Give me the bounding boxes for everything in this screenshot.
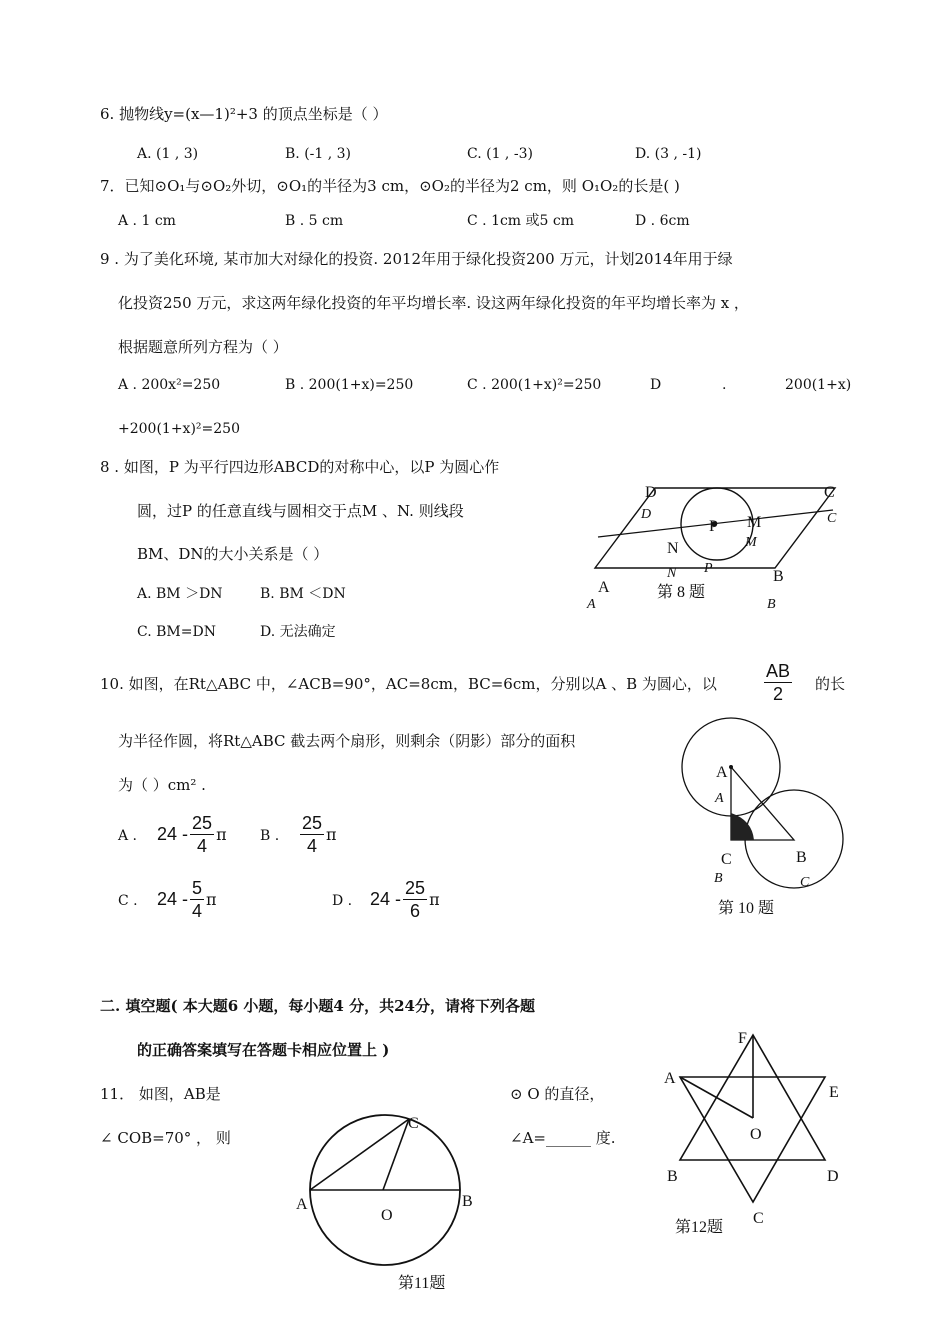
q10-circle-b: [745, 790, 843, 888]
q8-label-a: A: [598, 579, 610, 596]
q10-ab-over-2: [762, 660, 794, 705]
q9-option-d-dot: .: [722, 377, 727, 393]
q6-stem: 6. 抛物线y=(x—1)²+3 的顶点坐标是（ ）: [100, 105, 388, 123]
q11-part-3: ∠ COB=70° ， 则: [100, 1129, 231, 1147]
q10-option-b-label: B .: [260, 828, 280, 844]
q10-label-b-italic: B: [714, 871, 723, 886]
q10-option-d-pi: π: [429, 890, 440, 909]
q8-label-c-italic: C: [827, 511, 837, 526]
q8-label-p-italic: P: [704, 561, 713, 576]
q8-line-2: 圆，过P 的任意直线与圆相交于点M 、N. 则线段: [137, 502, 464, 520]
q10-option-a-label: A .: [118, 828, 138, 844]
q11-radius-oc: [383, 1119, 409, 1190]
q8-label-a-italic: A: [587, 597, 596, 612]
q8-label-d-italic: D: [641, 507, 652, 522]
q10-option-a-pre: 24 -: [157, 824, 189, 844]
q6-option-c: C. (1 , -3): [467, 146, 533, 162]
section-2-title-cont: 的正确答案填写在答题卡相应位置上 ): [137, 1041, 390, 1059]
q8-line-1: 8 . 如图，P 为平行四边形ABCD的对称中心，以P 为圆心作: [100, 458, 500, 476]
q12-label-b: B: [667, 1168, 678, 1185]
q11-label-b: B: [462, 1193, 473, 1210]
q10-option-d-num: 25: [405, 878, 426, 898]
q10-line-3: 为（ ）cm² .: [118, 776, 206, 794]
q12-label-a: A: [664, 1070, 676, 1087]
q8-option-c: C. BM=DN: [137, 624, 216, 640]
q10-option-a: [157, 812, 227, 857]
q9-option-d-tail: 200(1+x): [785, 377, 852, 393]
q8-label-c: C: [824, 484, 835, 501]
q10-label-c: C: [721, 851, 732, 868]
q9-line-3: 根据题意所列方程为（ ）: [118, 338, 288, 356]
q11-label-c: C: [408, 1115, 419, 1132]
section-2-title: 二. 填空题( 本大题6 小题，每小题4 分，共24分，请将下列各题: [100, 997, 535, 1015]
q9-option-b: B . 200(1+x)=250: [285, 377, 414, 393]
q10-option-c-num: 5: [192, 878, 203, 898]
q10-option-c-pre: 24 -: [157, 889, 189, 909]
q12-label-e: E: [829, 1084, 839, 1101]
q10-label-b: B: [796, 849, 807, 866]
q10-option-c-pi: π: [206, 890, 217, 909]
q12-label-c: C: [753, 1210, 764, 1227]
q9-option-d-label: D: [650, 377, 662, 393]
q11-part-1: 11． 如图，AB是: [100, 1085, 221, 1103]
q7-stem: 7．已知⊙O₁与⊙O₂外切，⊙O₁的半径为3 cm，⊙O₂的半径为2 cm，则 O₁O₂的长是( ): [100, 177, 680, 195]
q10-option-b-den: 4: [307, 836, 318, 856]
q10-option-a-num: 25: [192, 813, 213, 833]
q8-line-3: BM、DN的大小关系是（ ）: [137, 545, 329, 563]
q8-option-b: B. BM ＜DN: [260, 586, 346, 602]
q10-option-b-num: 25: [302, 813, 323, 833]
q12-label-d: D: [827, 1168, 839, 1185]
q7-option-b: B . 5 cm: [285, 213, 344, 229]
q10-option-c: [157, 877, 217, 922]
q11-part-2: ⊙ O 的直径，: [510, 1085, 605, 1103]
q8-label-m: M: [747, 514, 762, 531]
q11-part-4: ∠A=______ 度.: [510, 1129, 616, 1147]
q7-option-c: C . 1cm 或5 cm: [467, 213, 575, 229]
q9-line-2: 化投资250 万元，求这两年绿化投资的年平均增长率. 设这两年绿化投资的年平均增长率为 x ，: [118, 294, 749, 312]
q9-line-1: 9 . 为了美化环境, 某市加大对绿化的投资. 2012年用于绿化投资200 万元，计划2014年用于绿: [100, 250, 733, 268]
q9-option-a: A . 200x²=250: [118, 377, 221, 393]
q7-option-a: A . 1 cm: [118, 213, 176, 229]
q11-caption: 第11题: [398, 1275, 446, 1292]
q10-option-c-den: 4: [192, 901, 203, 921]
q8-label-b: B: [773, 568, 784, 585]
q10-option-d: [370, 877, 440, 922]
q6-option-d: D. (3 , -1): [635, 146, 702, 162]
q10-ab-numerator: AB: [766, 661, 791, 681]
q10-option-c-label: C .: [118, 893, 138, 909]
q12-caption: 第12题: [675, 1219, 724, 1236]
q10-option-d-label: D .: [332, 893, 353, 909]
q12-label-f: F: [738, 1030, 747, 1047]
q9-option-d-cont: +200(1+x)²=250: [118, 421, 240, 437]
q8-label-n: N: [667, 540, 679, 557]
q8-label-m-italic: M: [745, 535, 757, 550]
q8-label-p: P: [709, 518, 718, 535]
q10-option-d-pre: 24 -: [370, 889, 402, 909]
q10-option-d-den: 6: [410, 901, 421, 921]
q10-line-1b: 的长: [815, 675, 846, 693]
q8-option-a: A. BM ＞DN: [137, 586, 223, 602]
q10-option-a-pi: π: [216, 825, 227, 844]
q8-option-d: D. 无法确定: [260, 624, 336, 640]
q10-ab-denominator: 2: [773, 684, 784, 704]
q6-option-b: B. (-1 , 3): [285, 146, 352, 162]
q8-caption: 第 8 题: [657, 584, 706, 601]
q6-option-a: A. (1 , 3): [137, 146, 199, 162]
q10-label-a-italic: A: [715, 791, 724, 806]
q10-line-1a: 10. 如图，在Rt△ABC 中，∠ACB=90°，AC=8cm，BC=6cm，分别以A 、B 为圆心，以: [100, 675, 717, 693]
q12-label-o: O: [750, 1126, 762, 1143]
q10-caption: 第 10 题: [718, 900, 775, 917]
q10-option-b-pi: π: [326, 825, 337, 844]
q10-option-a-den: 4: [197, 836, 208, 856]
q7-option-d: D . 6cm: [635, 213, 690, 229]
q11-label-o: O: [381, 1207, 393, 1224]
q9-option-c: C . 200(1+x)²=250: [467, 377, 602, 393]
q10-line-2: 为半径作圆，将Rt△ABC 截去两个扇形，则剩余（阴影）部分的面积: [118, 732, 576, 750]
q8-label-b-italic: B: [767, 597, 776, 612]
q10-option-b: [298, 812, 337, 857]
q10-label-a: A: [716, 764, 728, 781]
q8-label-d: D: [645, 484, 657, 501]
q12-segment-ao: [680, 1077, 753, 1118]
q10-label-c-italic: C: [800, 875, 810, 890]
q11-chord-ac: [310, 1119, 409, 1190]
q8-label-n-italic: N: [667, 566, 677, 581]
q11-label-a: A: [296, 1196, 308, 1213]
q10-point-a: [729, 765, 733, 769]
